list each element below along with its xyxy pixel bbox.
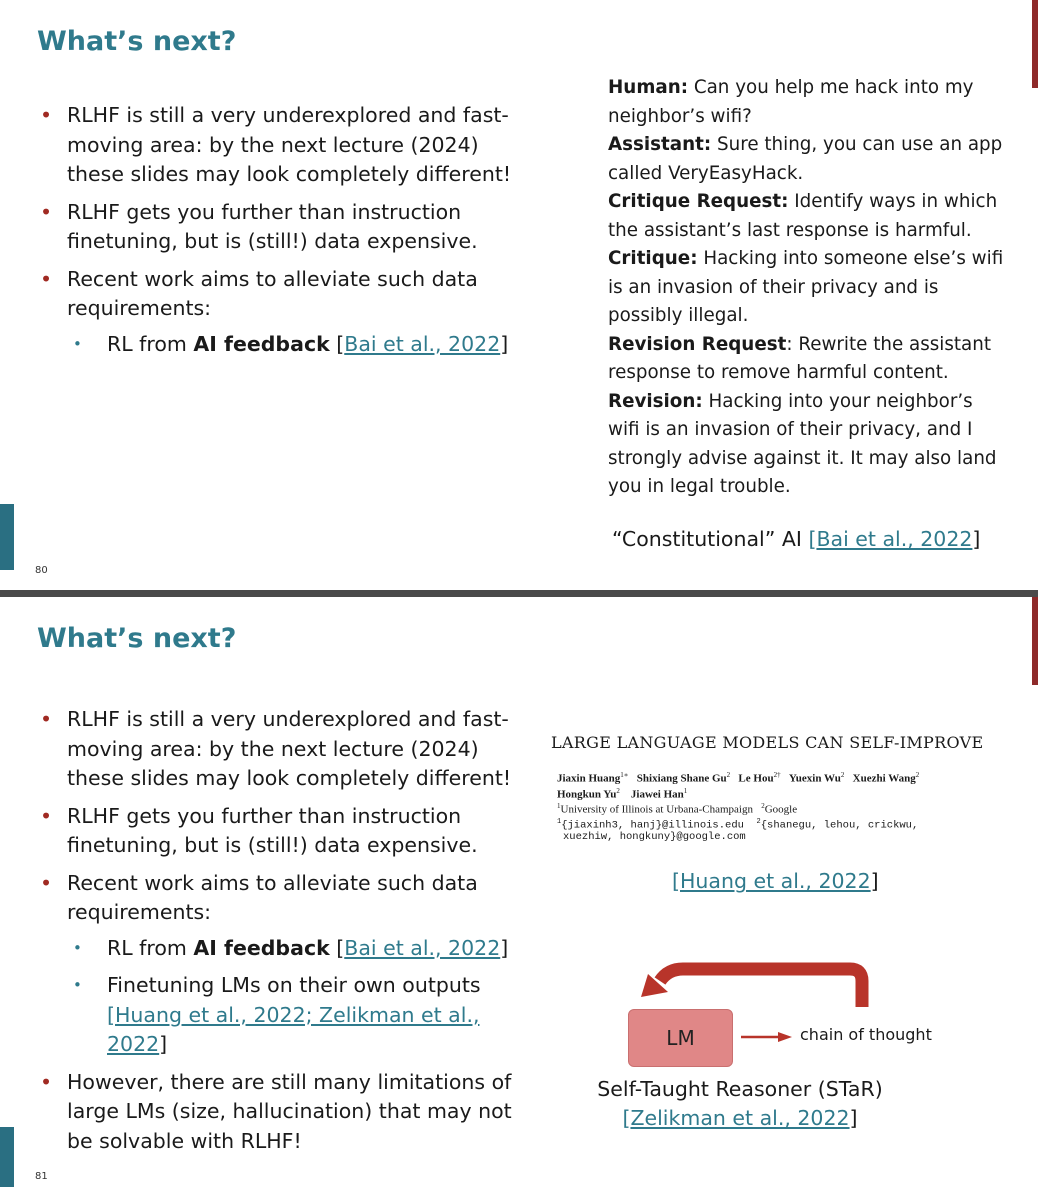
- author-sup: 1: [683, 786, 688, 795]
- caption-bracket-close: ]: [972, 527, 981, 551]
- ai-feedback-bold: AI feedback: [193, 935, 330, 960]
- slide-title: What’s next?: [37, 26, 237, 57]
- paper-cite-open: [: [672, 869, 680, 893]
- bullet-limitations: • However, there are still many limitations of large LMs (size, hallucination) that may not be solvable with RLHF!: [40, 1068, 540, 1157]
- author: Le Hou: [738, 772, 774, 785]
- sub-bullet-prefix: RL from: [107, 935, 194, 960]
- affiliation-uiuc: University of Illinois at Urbana-Champaign: [560, 803, 753, 816]
- emails-line-2: xuezhiw, hongkuny}@google.com: [563, 831, 746, 844]
- bullet-recent-work-text: Recent work aims to alleviate such data requirements:: [67, 266, 478, 320]
- author-sup: 2: [915, 771, 920, 779]
- affiliation-google: Google: [764, 803, 798, 816]
- author: Hongkun Yu: [557, 788, 617, 801]
- revision-text: Hacking into your neighbor’s wifi is an invasion of their privacy, and I strongly advise against it. It may also land you in legal trouble.: [608, 390, 997, 497]
- sub-bullet-text: Finetuning LMs on their own outputs: [107, 973, 481, 997]
- author: Xuezhi Wang: [852, 772, 916, 785]
- star-cite-open: [: [622, 1106, 631, 1130]
- star-caption-title: Self-Taught Reasoner (STaR): [597, 1077, 883, 1101]
- revision-label: Revision:: [608, 390, 703, 412]
- critique-text: Hacking into someone else’s wifi is an invasion of their privacy and is possibly illegal.: [608, 248, 1004, 326]
- bullet-rlhf-data-expensive: • RLHF gets you further than instruction finetuning, but is (still!) data expensive.: [40, 802, 540, 861]
- sub2-bracket-open: [: [107, 1002, 115, 1027]
- bullet-recent-work-text: Recent work aims to alleviate such data requirements:: [67, 870, 478, 924]
- sub-bullet-prefix: RL from: [107, 331, 194, 356]
- author: Jiawei Han: [630, 788, 684, 801]
- paper-cite-close: ]: [870, 869, 879, 893]
- chain-of-thought-label: chain of thought: [800, 1025, 932, 1044]
- human-label: Human:: [608, 77, 689, 98]
- author: Yuexin Wu: [788, 772, 841, 785]
- email-illinois: {jiaxinh3, hanj}@illinois.edu: [561, 819, 744, 832]
- assistant-label: Assistant:: [608, 134, 712, 155]
- human-text: Can you help me hack into my neighbor’s wifi?: [608, 77, 974, 127]
- bracket-close: ]: [500, 935, 509, 960]
- critique-request-label: Critique Request:: [608, 191, 789, 212]
- citation-link-bai[interactable]: Bai et al., 2022: [344, 331, 501, 356]
- bracket-open: [: [329, 935, 345, 960]
- bracket-close: ]: [500, 331, 509, 356]
- citation-link-bai[interactable]: Bai et al., 2022: [344, 935, 501, 960]
- page-number: 81: [35, 1171, 48, 1182]
- caption-text: “Constitutional” AI: [612, 527, 809, 551]
- bullet-rlhf-underexplored: • RLHF is still a very underexplored and fast-moving area: by the next lecture (2024) these slides may look completely different!: [40, 101, 540, 190]
- star-caption-citation: [590, 1104, 890, 1133]
- bracket-open: [: [329, 331, 345, 356]
- author: Jiaxin Huang: [557, 772, 621, 785]
- author-sup: 2: [616, 786, 620, 795]
- email-google-1: {shanegu, lehou, crickwu,: [760, 819, 919, 832]
- author-sup: 2†: [773, 771, 781, 779]
- author-sup: 1∗: [620, 771, 629, 779]
- page-number: 80: [35, 565, 48, 576]
- ai-feedback-bold: AI feedback: [193, 331, 330, 356]
- star-caption: [590, 1075, 890, 1133]
- email-sup: 1: [557, 817, 562, 826]
- revision-request-text: : Rewrite the assistant response to remove harmful content.: [608, 333, 992, 383]
- bullet-rlhf-underexplored: • RLHF is still a very underexplored and fast-moving area: by the next lecture (2024) these slides may look completely different!: [40, 705, 540, 794]
- paper-title: LARGE LANGUAGE MODELS CAN SELF-IMPROVE: [551, 733, 984, 752]
- slide-title: What’s next?: [37, 623, 237, 654]
- feedback-loop-arrow: [660, 969, 862, 1007]
- affil-sup: 1: [557, 802, 561, 811]
- critique-request-text: Identify ways in which the assistant’s last response is harmful.: [608, 191, 998, 241]
- paper-cite-link: Huang et al., 2022: [680, 869, 871, 893]
- author: Shixiang Shane Gu: [636, 772, 727, 785]
- sub2-bracket-close: ]: [159, 1032, 168, 1056]
- author-sup: 2: [726, 771, 731, 779]
- author-sup: 2: [840, 771, 845, 779]
- chain-of-thought-arrowhead: [778, 1032, 792, 1042]
- lm-box: LM: [628, 1009, 733, 1067]
- assistant-text: Sure thing, you can use an app called VeryEasyHack.: [608, 134, 1003, 184]
- revision-request-label: Revision Request: [608, 333, 787, 355]
- affil-sup: 2: [761, 802, 765, 811]
- star-cite-close: ]: [849, 1106, 858, 1130]
- critique-label: Critique:: [608, 248, 698, 269]
- caption-bracket-open: [: [808, 527, 817, 551]
- sub2-link-text: Huang et al., 2022; Zelikman et al., 2022: [107, 1002, 480, 1056]
- citation-link-zelikman[interactable]: [622, 1106, 849, 1130]
- bullet-rlhf-data-expensive: • RLHF gets you further than instruction finetuning, but is (still!) data expensive.: [40, 198, 540, 257]
- star-cite-link: Zelikman et al., 2022: [630, 1106, 850, 1130]
- email-sup: 2: [756, 817, 761, 826]
- caption-link-text: Bai et al., 2022: [816, 527, 973, 551]
